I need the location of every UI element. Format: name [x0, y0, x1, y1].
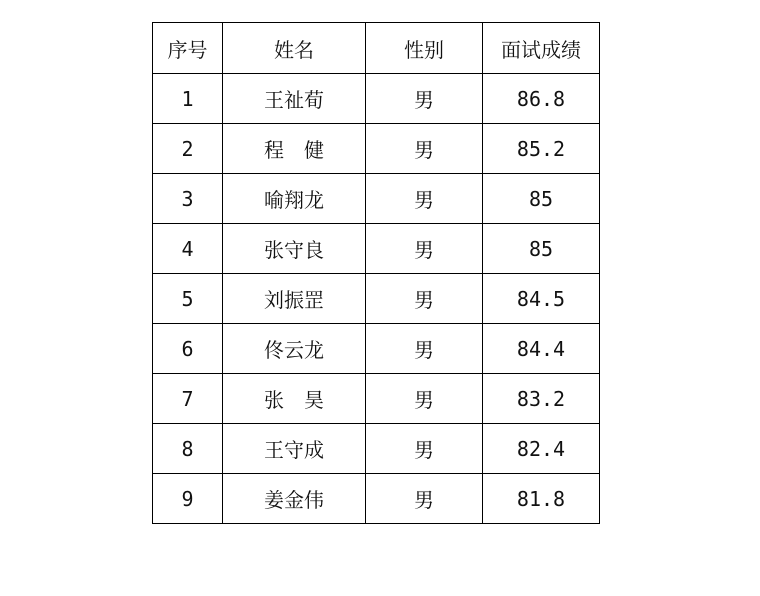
- cell-gender: 男: [366, 324, 483, 374]
- cell-gender: 男: [366, 474, 483, 524]
- cell-gender: 男: [366, 374, 483, 424]
- cell-gender: 男: [366, 424, 483, 474]
- table-body: [153, 74, 600, 524]
- cell-serial-number: 2: [153, 124, 223, 174]
- cell-serial-number: 4: [153, 224, 223, 274]
- cell-score: 84.4: [483, 324, 600, 374]
- cell-serial-number: 7: [153, 374, 223, 424]
- table-row: [153, 174, 600, 224]
- cell-name: 王祉荀: [223, 74, 366, 124]
- cell-serial-number: 6: [153, 324, 223, 374]
- cell-name: 喻翔龙: [223, 174, 366, 224]
- cell-name: 姜金伟: [223, 474, 366, 524]
- cell-score: 82.4: [483, 424, 600, 474]
- table-row: [153, 374, 600, 424]
- header-gender: 性别: [366, 23, 483, 74]
- table-row: [153, 274, 600, 324]
- cell-score: 85: [483, 174, 600, 224]
- cell-score: 85.2: [483, 124, 600, 174]
- cell-name: 刘振罡: [223, 274, 366, 324]
- table-row: [153, 224, 600, 274]
- cell-gender: 男: [366, 74, 483, 124]
- table-row: [153, 474, 600, 524]
- header-name: 姓名: [223, 23, 366, 74]
- cell-name: 王守成: [223, 424, 366, 474]
- cell-gender: 男: [366, 224, 483, 274]
- cell-score: 84.5: [483, 274, 600, 324]
- table-row: [153, 124, 600, 174]
- table-header: [153, 23, 600, 74]
- header-serial-number: 序号: [153, 23, 223, 74]
- interview-results-table: [152, 22, 600, 524]
- cell-gender: 男: [366, 274, 483, 324]
- table-row: [153, 324, 600, 374]
- cell-serial-number: 1: [153, 74, 223, 124]
- table-row: [153, 424, 600, 474]
- cell-name: 张 昊: [223, 374, 366, 424]
- cell-gender: 男: [366, 124, 483, 174]
- cell-serial-number: 9: [153, 474, 223, 524]
- cell-name: 程 健: [223, 124, 366, 174]
- cell-name: 张守良: [223, 224, 366, 274]
- table-row: [153, 74, 600, 124]
- cell-score: 85: [483, 224, 600, 274]
- header-row: [153, 23, 600, 74]
- cell-serial-number: 3: [153, 174, 223, 224]
- cell-gender: 男: [366, 174, 483, 224]
- cell-score: 83.2: [483, 374, 600, 424]
- cell-score: 81.8: [483, 474, 600, 524]
- cell-score: 86.8: [483, 74, 600, 124]
- cell-name: 佟云龙: [223, 324, 366, 374]
- cell-serial-number: 5: [153, 274, 223, 324]
- header-interview-score: 面试成绩: [483, 23, 600, 74]
- cell-serial-number: 8: [153, 424, 223, 474]
